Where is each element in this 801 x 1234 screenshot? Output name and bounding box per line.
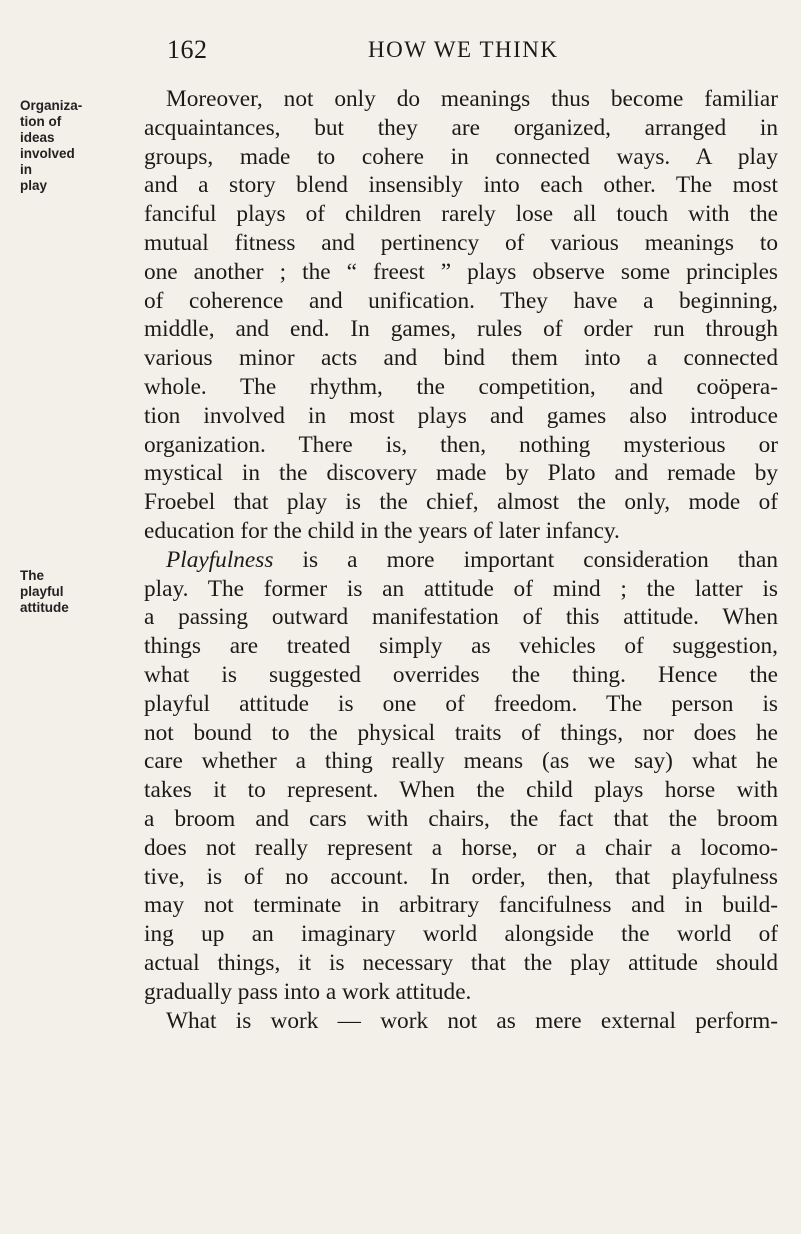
text-line-rest: is a more important consideration than xyxy=(273,546,778,573)
text-line: various minor acts and bind them into a connected xyxy=(144,345,778,372)
text-line: of coherence and unification. They have a beginning, xyxy=(144,287,778,314)
text-line: What is work — work not as mere external perform- xyxy=(166,1007,778,1034)
text-line: mutual fitness and pertinency of various meanings to xyxy=(144,229,778,256)
text-line: fanciful plays of children rarely lose all touch with the xyxy=(144,201,778,228)
text-line: not bound to the physical traits of things, nor does he xyxy=(144,719,778,746)
text-line: takes it to represent. When the child plays horse with xyxy=(144,777,778,804)
text-line: education for the child in the years of later infancy. xyxy=(144,517,620,544)
text-line xyxy=(144,546,778,575)
emphasis-playfulness: Playfulness xyxy=(166,546,274,573)
body-text xyxy=(144,85,778,1035)
text-line: does not really represent a horse, or a chair a locomo- xyxy=(144,834,778,861)
text-line: care whether a thing really means (as we say) what he xyxy=(144,748,778,775)
text-line: a broom and cars with chairs, the fact that the broom xyxy=(144,805,778,832)
running-title: HOW WE THINK xyxy=(368,37,559,62)
text-line: Froebel that play is the chief, almost the only, mode of xyxy=(144,489,778,516)
text-line: things are treated simply as vehicles of suggestion, xyxy=(144,633,778,660)
margin-note-playful-attitude xyxy=(20,568,84,616)
text-line: acquaintances, but they are organized, arranged in xyxy=(144,114,778,141)
text-line: actual things, it is necessary that the play attitude should xyxy=(144,949,778,976)
text-line: groups, made to cohere in connected ways. A play xyxy=(144,143,778,170)
text-line: mystical in the discovery made by Plato and remade by xyxy=(144,460,778,487)
text-line: and a story blend insensibly into each other. The most xyxy=(144,172,778,199)
text-line: play. The former is an attitude of mind ; the latter is xyxy=(144,575,778,602)
text-line: organization. There is, then, nothing mysterious or xyxy=(144,431,778,458)
text-line: what is suggested overrides the thing. Hence the xyxy=(144,661,778,688)
text-line: playful attitude is one of freedom. The person is xyxy=(144,690,778,717)
text-line: may not terminate in arbitrary fancifulness and in build- xyxy=(144,892,778,919)
text-line: Moreover, not only do meanings thus become familiar xyxy=(166,86,778,112)
text-line: middle, and end. In games, rules of order run through xyxy=(144,316,778,343)
margin-note-text: The playful attitude xyxy=(20,568,69,615)
margin-note-organization xyxy=(20,98,84,194)
text-line: tion involved in most plays and games also introduce xyxy=(144,402,778,429)
text-line: tive, is of no account. In order, then, that playfulness xyxy=(144,863,778,890)
text-line: whole. The rhythm, the competition, and coöpera- xyxy=(144,373,778,400)
text-line: one another ; the “ freest ” plays observe some principles xyxy=(144,258,778,285)
text-line: gradually pass into a work attitude. xyxy=(144,978,472,1005)
text-line: a passing outward manifestation of this attitude. When xyxy=(144,604,778,631)
page-number: 162 xyxy=(167,35,208,64)
margin-note-text: Organiza- tion of ideas involved in play xyxy=(20,98,83,193)
text-line: ing up an imaginary world alongside the world of xyxy=(144,921,778,948)
running-head xyxy=(0,30,801,70)
